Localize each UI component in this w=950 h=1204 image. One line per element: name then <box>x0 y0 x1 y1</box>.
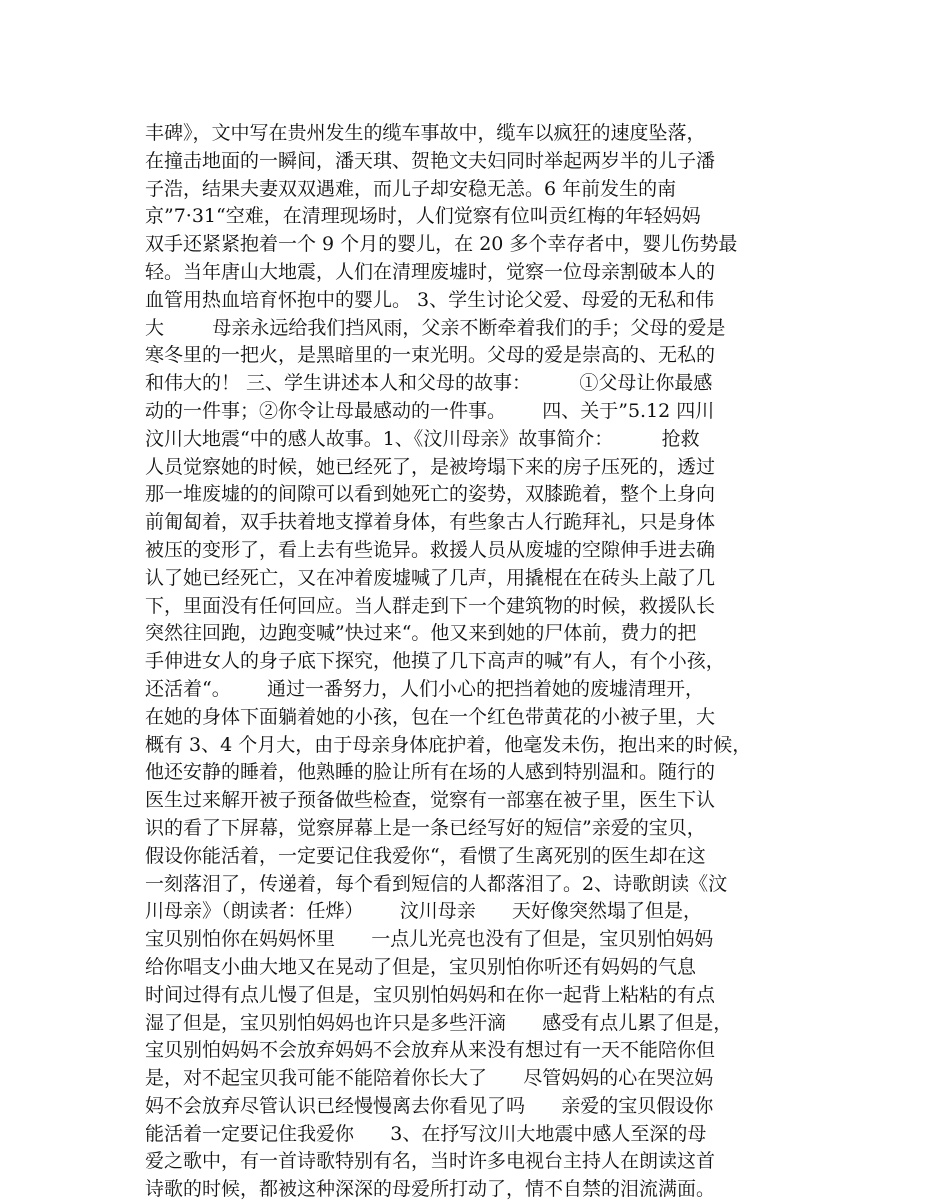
text-line: 突然往回跑，边跑变喊”快过来“。他又来到她的尸体前，费力的把 <box>145 622 697 645</box>
text-line: 子浩，结果夫妻双双遇难，而儿子却安稳无恙。6 年前发生的南 <box>145 177 677 200</box>
text-line: 他还安静的睡着，他熟睡的脸让所有在场的人感到特别温和。随行的 <box>145 761 716 784</box>
text-line: 和伟大的！ 三、学生讲述本人和父母的故事： ①父母让你最感 <box>145 372 713 395</box>
text-line: 前匍匐着，双手扶着地支撑着身体，有些象古人行跪拜礼，只是身体 <box>145 511 716 534</box>
text-line: 妈不会放弃尽管认识已经慢慢离去你看见了吗 亲爱的宝贝假设你 <box>145 1094 714 1117</box>
text-line: 汶川大地震“中的感人故事。1、《汶川母亲》故事简介： 抢救 <box>145 427 700 450</box>
text-line: 那一堆废墟的的间隙可以看到她死亡的姿势，双膝跪着，整个上身向 <box>145 483 716 506</box>
text-line: 川母亲》（朗读者：任烨） 汶川母亲 天好像突然塌了但是， <box>145 900 702 923</box>
text-line: 宝贝别怕妈妈不会放弃妈妈不会放弃从来没有想过有一天不能陪你但 <box>145 1039 716 1062</box>
text-line: 诗歌的时候，都被这种深深的母爱所打动了，情不自禁的泪流满面。 <box>145 1178 716 1201</box>
text-line: 时间过得有点儿慢了但是，宝贝别怕妈妈和在你一起背上粘粘的有点 <box>145 983 716 1006</box>
text-line: 一刻落泪了，传递着，每个看到短信的人都落泪了。2、诗歌朗读《汶 <box>145 872 728 895</box>
text-line: 在她的身体下面躺着她的小孩，包在一个红色带黄花的小被子里，大 <box>145 705 716 728</box>
text-line: 手伸进女人的身子底下探究，他摸了几下高声的喊”有人，有个小孩， <box>145 650 725 673</box>
text-line: 大 母亲永远给我们挡风雨，父亲不断牵着我们的手；父母的爱是 <box>145 316 726 339</box>
text-line: 湿了但是，宝贝别怕妈妈也许只是多些汗滴 感受有点儿累了但是， <box>145 1011 733 1034</box>
text-line: 下，里面没有任何回应。当人群走到下一个建筑物的时候，救援队长 <box>145 594 716 617</box>
text-line: 还活着“。 通过一番努力，人们小心的把挡着她的废墟清理开， <box>145 677 704 700</box>
text-line: 识的看了下屏幕，觉察屏幕上是一条已经写好的短信”亲爱的宝贝， <box>145 816 706 839</box>
text-line: 爱之歌中，有一首诗歌特别有名，当时许多电视台主持人在朗读这首 <box>145 1150 716 1173</box>
text-line: 给你唱支小曲大地又在晃动了但是，宝贝别怕你听还有妈妈的气息 <box>145 955 697 978</box>
text-line: 是，对不起宝贝我可能不能陪着你长大了 尽管妈妈的心在哭泣妈 <box>145 1067 714 1090</box>
text-line: 丰碑》，文中写在贵州发生的缆车事故中，缆车以疯狂的速度坠落， <box>145 122 706 144</box>
text-line: 医生过来解开被子预备做些检查，觉察有一部塞在被子里，医生下认 <box>145 789 716 812</box>
body-text <box>145 120 825 1204</box>
text-line: 轻。当年唐山大地震，人们在清理废墟时，觉察一位母亲割破本人的 <box>145 260 716 283</box>
text-line: 认了她已经死亡，又在冲着废墟喊了几声，用撬棍在在砖头上敲了几 <box>145 566 716 589</box>
text-line: 被压的变形了，看上去有些诡异。救援人员从废墟的空隙伸手进去确 <box>145 538 716 561</box>
text-line: 概有 3、4 个月大，由于母亲身体庇护着，他毫发未伤，抱出来的时候， <box>145 733 752 756</box>
text-line: 假设你能活着，一定要记住我爱你“，看惯了生离死别的医生却在这 <box>145 844 706 867</box>
text-line: 宝贝别怕你在妈妈怀里 一点儿光亮也没有了但是，宝贝别怕妈妈 <box>145 928 714 951</box>
text-line: 在撞击地面的一瞬间，潘天琪、贺艳文夫妇同时举起两岁半的儿子潘 <box>145 149 716 172</box>
text-line: 京”7·31“空难，在清理现场时，人们觉察有位叫贡红梅的年轻妈妈 <box>145 205 701 228</box>
text-line: 寒冬里的一把火，是黑暗里的一束光明。父母的爱是崇高的、无私的 <box>145 344 716 367</box>
text-line: 能活着一定要记住我爱你 3、在抒写汶川大地震中感人至深的母 <box>145 1122 707 1145</box>
text-line: 血管用热血培育怀抱中的婴儿。 3、学生讨论父爱、母爱的无私和伟 <box>145 288 715 311</box>
text-line: 双手还紧紧抱着一个 9 个月的婴儿，在 20 多个幸存者中，婴儿伤势最 <box>145 233 738 256</box>
text-line: 人员觉察她的时候，她已经死了，是被垮塌下来的房子压死的，透过 <box>145 455 716 478</box>
text-line: 动的一件事；②你令让母最感动的一件事。 四、关于”5.12 四川 <box>145 399 715 422</box>
